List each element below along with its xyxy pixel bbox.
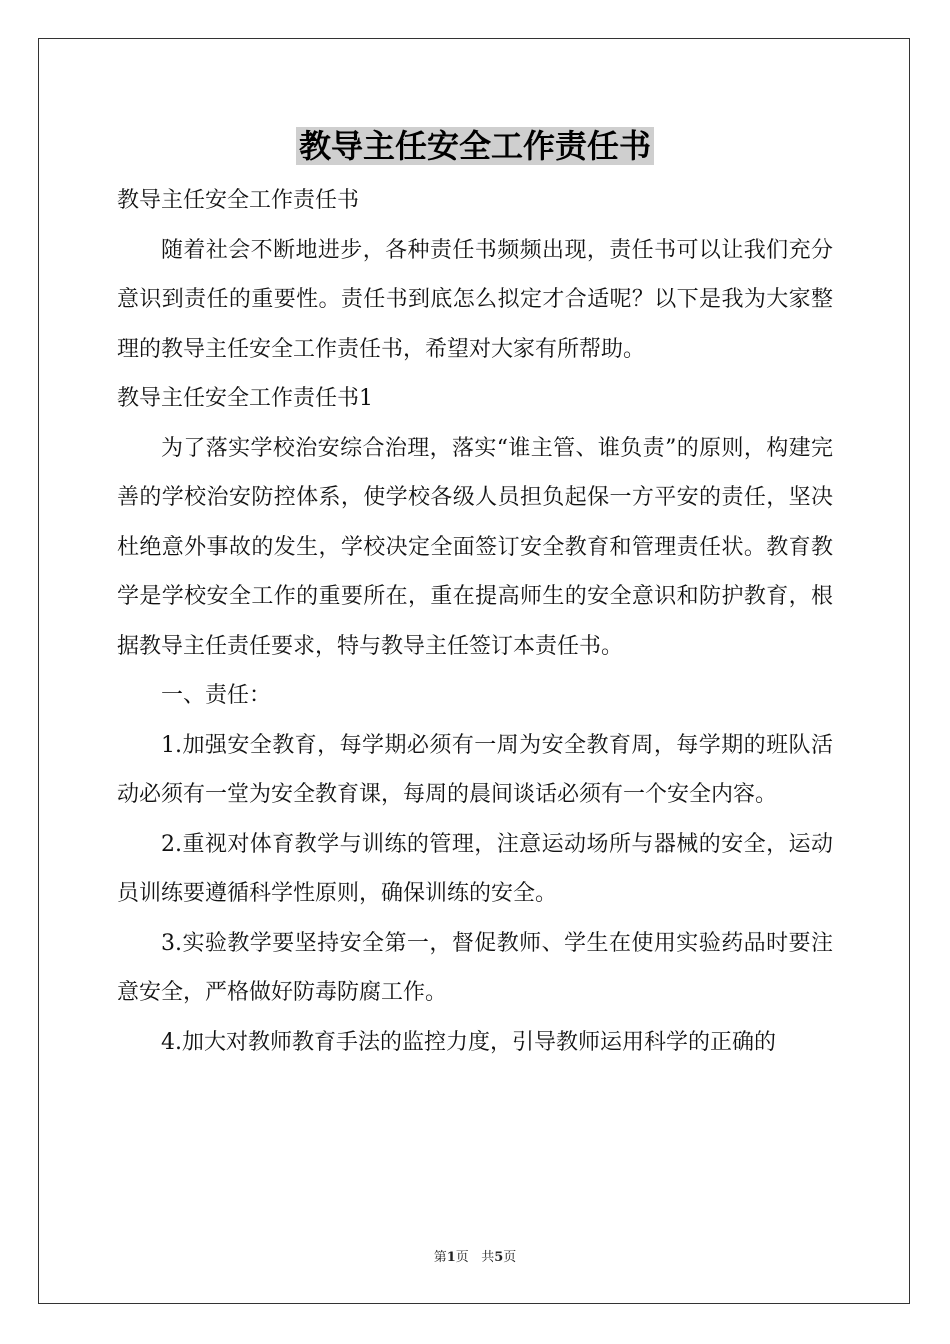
document-body (117, 176, 833, 1067)
paragraph: 随着社会不断地进步，各种责任书频频出现，责任书可以让我们充分意识到责任的重要性。责任书到底怎么拟定才合适呢？以下是我为大家整理的教导主任安全工作责任书，希望对大家有所帮助。 (117, 237, 833, 362)
document-title (0, 124, 950, 168)
page-total: 5 (494, 1250, 504, 1265)
page-current: 1 (446, 1250, 456, 1265)
total-prefix: 共 (481, 1250, 495, 1265)
paragraph: 教导主任安全工作责任书 (117, 188, 360, 213)
list-item: 3.实验教学要坚持安全第一，督促教师、学生在使用实验药品时要注意安全，严格做好防毒防腐工作。 (117, 930, 833, 1005)
section-heading: 一、责任： (161, 683, 272, 708)
paragraph: 为了落实学校治安综合治理，落实“谁主管、谁负责”的原则，构建完善的学校治安防控体系，使学校各级人员担负起保一方平安的责任，坚决杜绝意外事故的发生，学校决定全面签订安全教育和管理责任状。教育教学是学校安全工作的重要所在，重在提高师生的安全意识和防护教育，根据教导主任责任要求，特与教导主任签订本责任书。 (117, 435, 833, 659)
list-item: 4.加大对教师教育手法的监控力度，引导教师运用科学的正确的 (161, 1029, 776, 1055)
page-suffix: 页 (455, 1250, 469, 1265)
page-prefix: 第 (433, 1250, 447, 1265)
page-footer (0, 1246, 950, 1265)
list-item: 2.重视对体育教学与训练的管理，注意运动场所与器械的安全，运动员训练要遵循科学性原则，确保训练的安全。 (117, 831, 833, 906)
paragraph: 教导主任安全工作责任书1 (117, 386, 373, 411)
document-title-text: 教导主任安全工作责任书 (296, 127, 654, 165)
list-item: 1.加强安全教育，每学期必须有一周为安全教育周，每学期的班队活动必须有一堂为安全教育课，每周的晨间谈话必须有一个安全内容。 (117, 732, 833, 807)
total-suffix: 页 (503, 1250, 517, 1265)
